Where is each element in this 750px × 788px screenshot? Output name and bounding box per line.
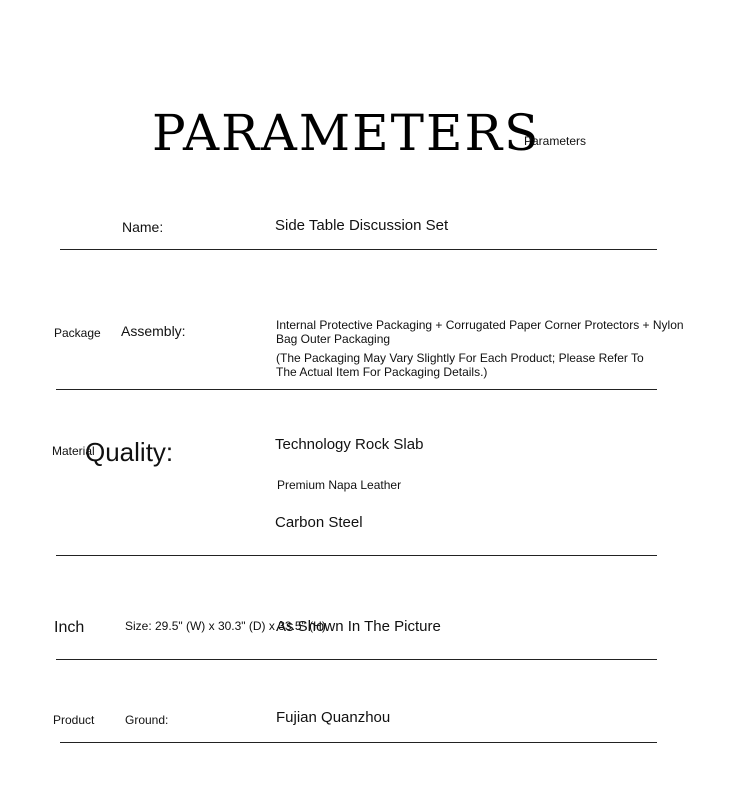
divider-package	[56, 389, 657, 390]
size-value: As Shown In The Picture	[276, 618, 441, 635]
ground-value: Fujian Quanzhou	[276, 709, 391, 726]
assembly-value-line1: Internal Protective Packaging + Corrugated Paper Corner Protectors + Nylon Bag Outer Packaging	[276, 318, 684, 346]
material-value-1: Technology Rock Slab	[275, 436, 424, 453]
material-value-3: Carbon Steel	[275, 514, 363, 531]
ground-label: Ground:	[125, 713, 169, 727]
page-subtitle: Parameters	[524, 134, 587, 148]
divider-product	[60, 742, 657, 743]
assembly-label: Assembly:	[121, 323, 186, 339]
product-side-label: Product	[53, 713, 95, 727]
size-label: Size: 29.5" (W) x 30.3" (D) x 33.5" (H)	[125, 619, 326, 633]
divider-name	[60, 249, 657, 250]
package-side-label: Package	[54, 326, 101, 340]
material-value-2: Premium Napa Leather	[277, 478, 402, 492]
page-title: PARAMETERS	[152, 104, 541, 162]
inch-side-label: Inch	[54, 619, 85, 636]
quality-label: Quality:	[85, 437, 174, 467]
material-side-label: Material	[52, 444, 95, 458]
divider-size	[56, 659, 657, 660]
name-label: Name:	[122, 219, 164, 235]
divider-material	[56, 555, 657, 556]
name-value: Side Table Discussion Set	[275, 217, 449, 234]
assembly-value-line2: (The Packaging May Vary Slightly For Each Product; Please Refer To The Actual Item For Packaging Details.)	[276, 351, 644, 379]
